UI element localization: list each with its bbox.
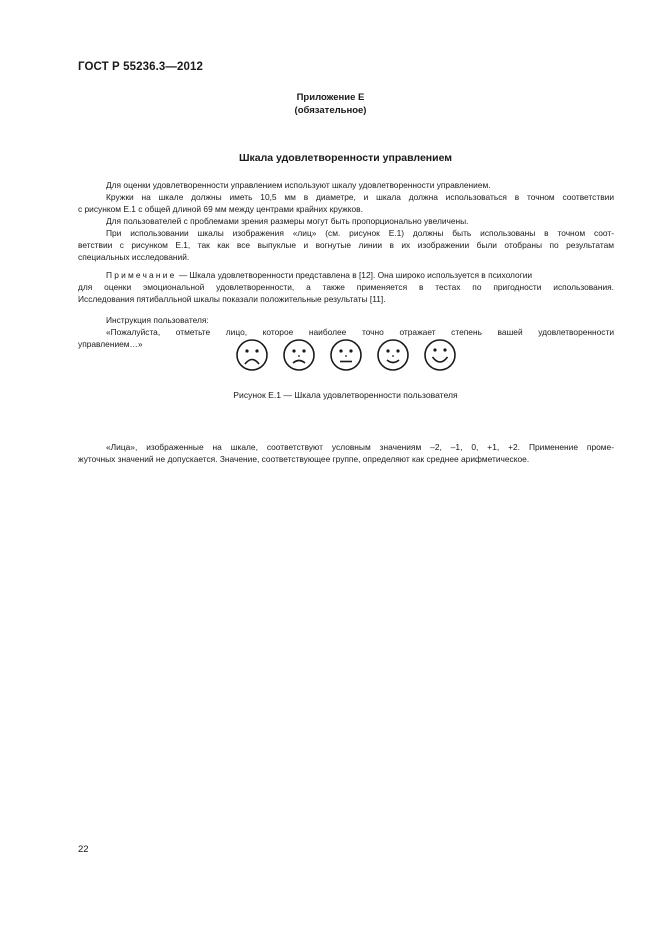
paragraph-line: При использовании шкалы изображения «лиц» (см. рисунок Е.1) должны быть использованы в точном соот- <box>106 228 614 238</box>
section-title: Шкала удовлетворенности управлением <box>238 152 453 164</box>
dissatisfied-face-icon <box>284 340 314 370</box>
appendix-status: (обязательное) <box>294 105 367 116</box>
paragraph-line: жуточных значений не допускается. Значение, соответствующее группе, определяют как среднее арифметическое. <box>78 454 530 464</box>
satisfied-face-icon <box>378 340 408 370</box>
paragraph-line: с рисунком Е.1 с общей длиной 69 мм между центрами крайних кружков. <box>78 204 363 214</box>
note-block <box>78 269 614 305</box>
page-number: 22 <box>78 844 89 855</box>
paragraph-line: Для пользователей с проблемами зрения размеры могут быть пропорционально увеличены. <box>106 216 469 226</box>
note-text: — Шкала удовлетворенности представлена в [12]. Она широко используется в психологии <box>178 270 533 280</box>
appendix-title: Приложение Е <box>296 92 365 103</box>
paragraph-line: специальных исследований. <box>78 252 190 262</box>
note-label: Примечание <box>106 270 177 280</box>
figure-caption: Рисунок Е.1 — Шкала удовлетворенности пользователя <box>233 390 458 400</box>
neutral-face-icon <box>331 340 361 370</box>
paragraph-line: «Лица», изображенные на шкале, соответствуют условным значениям –2, –1, 0, +1, +2. Применение проме- <box>106 442 614 452</box>
paragraph-line: Кружки на шкале должны иметь 10,5 мм в диаметре, и шкала должна использоваться в точном соответствии <box>106 192 614 202</box>
note-line: Исследования пятибалльной шкалы показали положительные результаты [11]. <box>78 294 386 304</box>
note-line: для оценки эмоциональной удовлетворенности, а также применяется в тестах по пригодности использования. <box>78 282 614 292</box>
note-line <box>78 269 614 281</box>
paragraph-line: Для оценки удовлетворенности управлением используют шкалу удовлетворенности управлением. <box>106 180 491 190</box>
standard-code: ГОСТ Р 55236.3—2012 <box>78 61 203 73</box>
very-satisfied-face-icon <box>425 340 455 370</box>
satisfaction-faces-scale <box>236 338 458 372</box>
very-dissatisfied-face-icon <box>237 340 267 370</box>
body-text-block <box>78 179 614 263</box>
instruction-quote-line: управлением…» <box>78 339 143 349</box>
instruction-quote-line: «Пожалуйста, отметьте лицо, которое наиболее точно отражает степень вашей удовлетворенности <box>106 327 614 337</box>
paragraph-line: ветствии с рисунком Е.1, так как все выпуклые и вогнутые линии в их изображении были отобраны по результатам <box>78 240 614 250</box>
faces-values-block <box>78 441 614 465</box>
instruction-label: Инструкция пользователя: <box>106 315 209 325</box>
